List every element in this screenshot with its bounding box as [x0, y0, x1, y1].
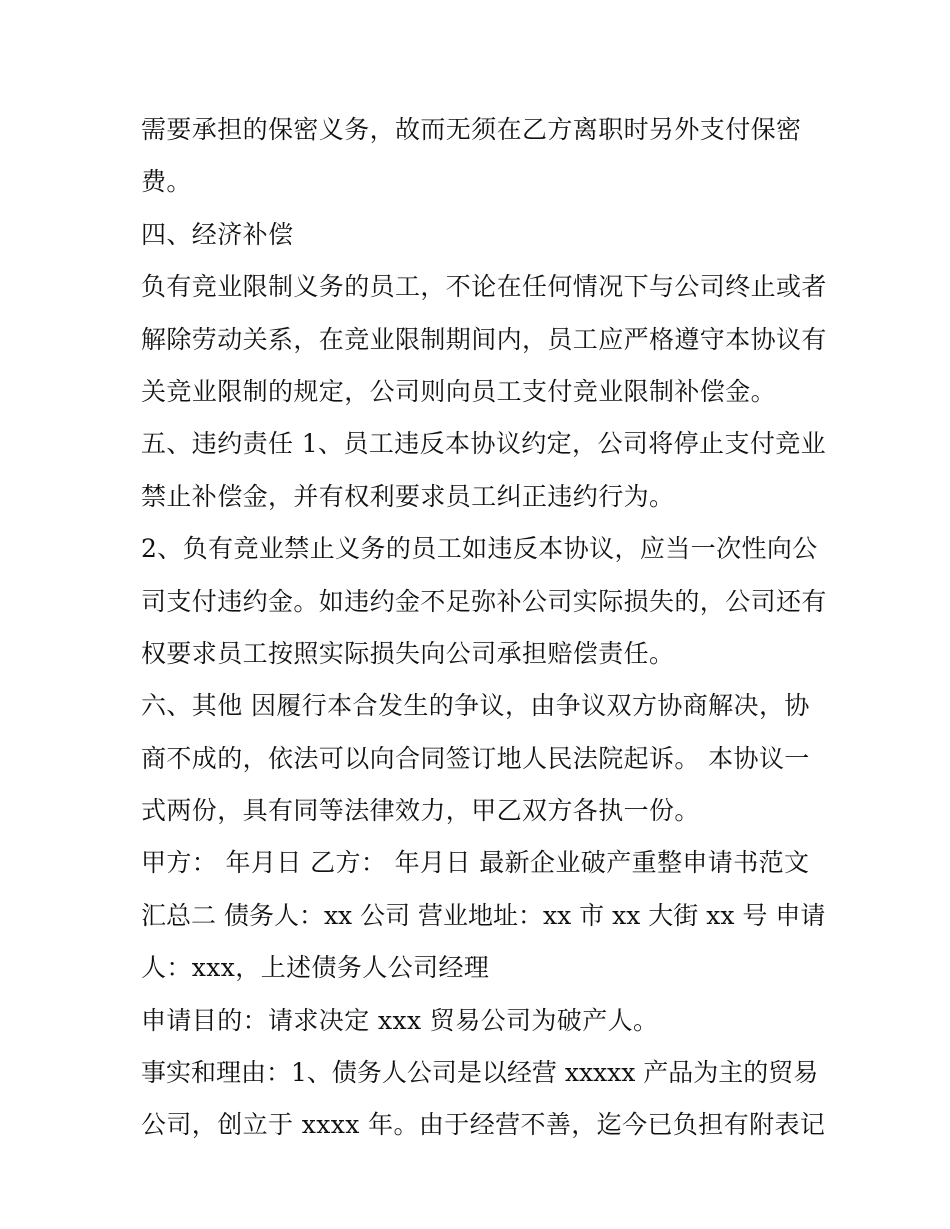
text-line: 甲方： 年月日 乙方： 年月日 最新企业破产重整申请书范文 [141, 848, 810, 878]
text-line: 费。 [141, 167, 192, 197]
text-line: 公司，创立于 xxxx 年。由于经营不善，迄今已负担有附表记 [141, 1110, 826, 1140]
document-body [141, 104, 827, 1152]
text-line: 需要承担的保密义务，故而无须在乙方离职时另外支付保密 [141, 115, 802, 144]
text-line: 禁止补偿金，并有权利要求员工纠正违约行为。 [141, 481, 675, 511]
text-line: 关竞业限制的规定，公司则向员工支付竞业限制补偿金。 [141, 376, 777, 406]
section-heading: 四、经济补偿 [141, 219, 294, 249]
text-line: 式两份，具有同等法律效力，甲乙双方各执一份。 [141, 796, 700, 826]
text-line: 申请目的：请求决定 xxx 贸易公司为破产人。 [141, 1005, 659, 1035]
text-line: 汇总二 债务人：xx 公司 营业地址：xx 市 xx 大街 xx 号 申请 [141, 900, 826, 930]
text-line: 五、违约责任 1、员工违反本协议约定，公司将停止支付竞业 [141, 429, 827, 459]
text-line: 六、其他 因履行本合发生的争议，由争议双方协商解决，协 [141, 691, 810, 721]
text-line: 事实和理由：1、债务人公司是以经营 xxxxx 产品为主的贸易 [141, 1058, 819, 1088]
text-line: 司支付违约金。如违约金不足弥补公司实际损失的，公司还有 [141, 586, 827, 616]
text-line: 解除劳动关系，在竞业限制期间内，员工应严格遵守本协议有 [141, 324, 827, 354]
text-line: 负有竞业限制义务的员工，不论在任何情况下与公司终止或者 [141, 272, 827, 302]
text-line: 权要求员工按照实际损失向公司承担赔偿责任。 [141, 638, 675, 668]
text-line: 人：xxx，上述债务人公司经理 [141, 953, 490, 983]
text-line: 2、负有竞业禁止义务的员工如违反本协议，应当一次性向公 [141, 534, 818, 564]
text-line: 商不成的，依法可以向合同签订地人民法院起诉。 本协议一 [141, 743, 810, 773]
